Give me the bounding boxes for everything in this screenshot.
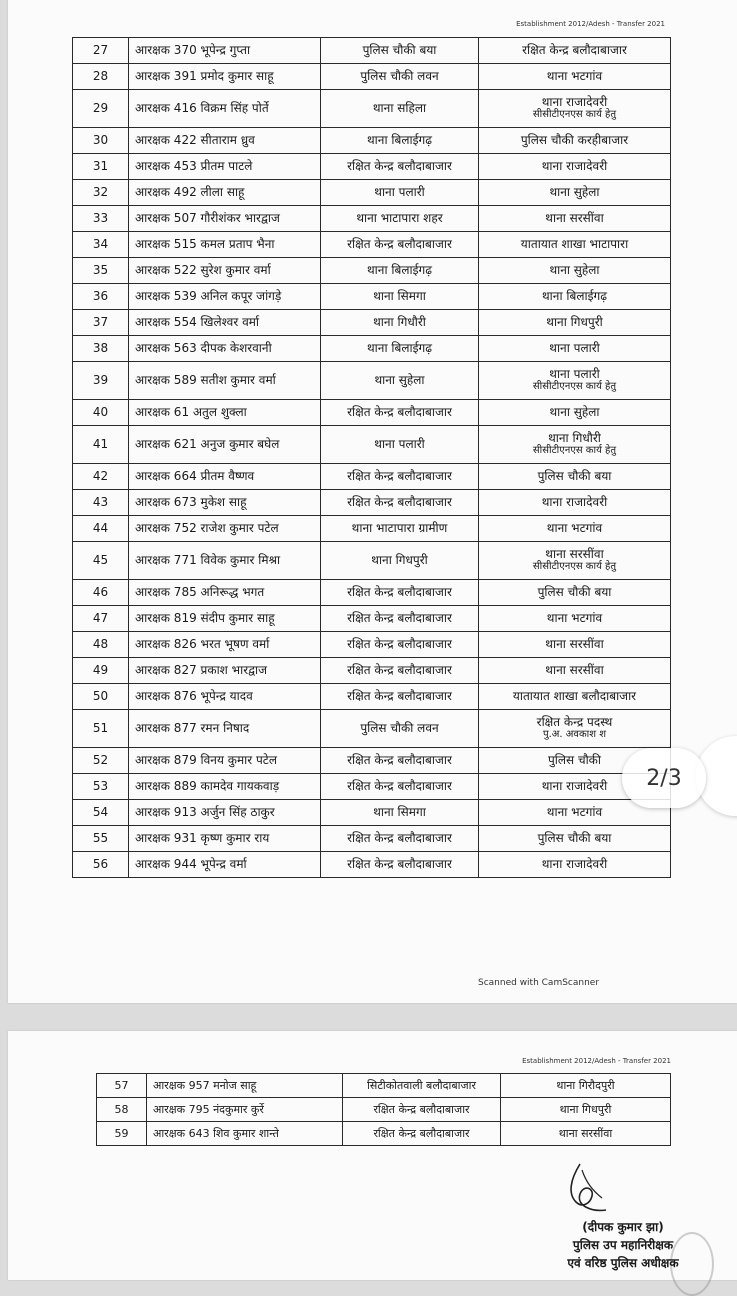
name-cell: आरक्षक 589 सतीश कुमार वर्मा xyxy=(129,362,321,400)
serial-number-cell: 27 xyxy=(73,38,129,64)
serial-number-cell: 32 xyxy=(73,180,129,206)
to-posting-text: थाना सुहेला xyxy=(549,263,600,277)
from-posting-cell: रक्षित केन्द्र बलौदाबाजार xyxy=(343,1122,501,1146)
to-posting-cell xyxy=(479,826,671,852)
to-posting-text: थाना राजादेवरी xyxy=(541,95,608,109)
signature-icon xyxy=(562,1160,612,1224)
name-cell: आरक्षक 673 मुकेश साहू xyxy=(129,490,321,516)
from-posting-cell: रक्षित केन्द्र बलौदाबाजार xyxy=(343,1098,501,1122)
from-posting-cell: थाना बिलाईगढ़ xyxy=(321,128,479,154)
serial-number-cell: 48 xyxy=(73,632,129,658)
from-posting-cell: पुलिस चौकी लवन xyxy=(321,710,479,748)
name-cell: आरक्षक 453 प्रीतम पाटले xyxy=(129,154,321,180)
serial-number-cell: 55 xyxy=(73,826,129,852)
to-posting-cell xyxy=(479,464,671,490)
to-posting-cell xyxy=(479,684,671,710)
to-posting-cell xyxy=(501,1074,671,1098)
from-posting-cell: पुलिस चौकी बया xyxy=(321,38,479,64)
to-posting-text: थाना गिधौरी xyxy=(548,431,601,445)
signatory-block xyxy=(528,1218,718,1272)
to-posting-cell xyxy=(479,38,671,64)
to-posting-cell xyxy=(479,426,671,464)
to-posting-text: थाना पलारी xyxy=(549,367,600,381)
table-row xyxy=(73,38,671,64)
to-posting-text: पुलिस चौकी बया xyxy=(537,831,612,845)
table-row xyxy=(73,426,671,464)
serial-number-cell: 51 xyxy=(73,710,129,748)
from-posting-cell: रक्षित केन्द्र बलौदाबाजार xyxy=(321,464,479,490)
to-posting-text: थाना राजादेवरी xyxy=(541,857,608,871)
to-posting-cell xyxy=(479,180,671,206)
serial-number-cell: 57 xyxy=(97,1074,147,1098)
table-row xyxy=(97,1122,671,1146)
name-cell: आरक्षक 913 अर्जुन सिंह ठाकुर xyxy=(129,800,321,826)
to-posting-cell xyxy=(479,658,671,684)
table-row xyxy=(73,542,671,580)
to-posting-note: सीसीटीएनएस कार्य हेतु xyxy=(532,445,617,456)
serial-number-cell: 46 xyxy=(73,580,129,606)
name-cell: आरक्षक 944 भूपेन्द्र वर्मा xyxy=(129,852,321,878)
transfer-table-page-1 xyxy=(72,37,671,878)
name-cell: आरक्षक 391 प्रमोद कुमार साहू xyxy=(129,64,321,90)
to-posting-text: थाना सरसींवा xyxy=(545,663,604,677)
from-posting-cell: थाना बिलाईगढ़ xyxy=(321,336,479,362)
to-posting-text: थाना सरसींवा xyxy=(545,547,604,561)
to-posting-cell xyxy=(479,362,671,400)
scanned-footer: Scanned with CamScanner xyxy=(478,978,600,988)
to-posting-text: थाना गिधपुरी xyxy=(546,315,603,329)
to-posting-text: पुलिस चौकी बया xyxy=(537,585,612,599)
from-posting-cell: थाना सिमगा xyxy=(321,800,479,826)
from-posting-cell: रक्षित केन्द्र बलौदाबाजार xyxy=(321,400,479,426)
table-row xyxy=(73,128,671,154)
from-posting-cell: रक्षित केन्द्र बलौदाबाजार xyxy=(321,154,479,180)
to-posting-text: थाना सरसींवा xyxy=(545,211,604,225)
to-posting-cell xyxy=(479,154,671,180)
to-posting-text: थाना पलारी xyxy=(549,341,600,355)
serial-number-cell: 50 xyxy=(73,684,129,710)
page-indicator: 2/3 xyxy=(622,748,706,808)
table-row xyxy=(73,658,671,684)
serial-number-cell: 41 xyxy=(73,426,129,464)
signatory-title-2: एवं वरिष्ठ पुलिस अधीक्षक xyxy=(567,1256,679,1270)
serial-number-cell: 52 xyxy=(73,748,129,774)
from-posting-cell: पुलिस चौकी लवन xyxy=(321,64,479,90)
to-posting-cell xyxy=(479,336,671,362)
from-posting-cell: थाना गिधपुरी xyxy=(321,542,479,580)
table-row xyxy=(73,154,671,180)
name-cell: आरक्षक 664 प्रीतम वैष्णव xyxy=(129,464,321,490)
from-posting-cell: थाना बिलाईगढ़ xyxy=(321,258,479,284)
to-posting-cell xyxy=(501,1122,671,1146)
to-posting-note: पु.अ. अवकाश श xyxy=(542,729,607,740)
name-cell: आरक्षक 771 विवेक कुमार मिश्रा xyxy=(129,542,321,580)
table-row xyxy=(73,362,671,400)
table-row xyxy=(97,1074,671,1098)
to-posting-cell xyxy=(479,128,671,154)
name-cell: आरक्षक 370 भूपेन्द्र गुप्ता xyxy=(129,38,321,64)
signatory-title-1: पुलिस उप महानिरीक्षक xyxy=(572,1238,674,1252)
name-cell: आरक्षक 522 सुरेश कुमार वर्मा xyxy=(129,258,321,284)
serial-number-cell: 31 xyxy=(73,154,129,180)
table-row xyxy=(73,516,671,542)
table-row xyxy=(73,206,671,232)
to-posting-text: थाना गिधपुरी xyxy=(559,1103,612,1116)
to-posting-cell xyxy=(501,1098,671,1122)
page-header: Establishment 2012/Adesh - Transfer 2021 xyxy=(516,20,665,28)
table-row xyxy=(73,284,671,310)
from-posting-cell: थाना भाटापारा ग्रामीण xyxy=(321,516,479,542)
from-posting-cell: रक्षित केन्द्र बलौदाबाजार xyxy=(321,580,479,606)
from-posting-cell: रक्षित केन्द्र बलौदाबाजार xyxy=(321,774,479,800)
to-posting-cell xyxy=(479,258,671,284)
to-posting-text: थाना सुहेला xyxy=(549,185,600,199)
name-cell: आरक्षक 795 नंदकुमार कुर्रे xyxy=(147,1098,343,1122)
to-posting-text: थाना राजादेवरी xyxy=(541,495,608,509)
to-posting-cell xyxy=(479,284,671,310)
serial-number-cell: 43 xyxy=(73,490,129,516)
from-posting-cell: रक्षित केन्द्र बलौदाबाजार xyxy=(321,852,479,878)
serial-number-cell: 49 xyxy=(73,658,129,684)
name-cell: आरक्षक 957 मनोज साहू xyxy=(147,1074,343,1098)
table-row xyxy=(73,336,671,362)
to-posting-text: रक्षित केन्द्र बलौदाबाजार xyxy=(522,43,627,57)
to-posting-cell xyxy=(479,90,671,128)
from-posting-cell: सिटीकोतवाली बलौदाबाजार xyxy=(343,1074,501,1098)
table-row xyxy=(73,258,671,284)
name-cell: आरक्षक 539 अनिल कपूर जांगड़े xyxy=(129,284,321,310)
to-posting-text: थाना राजादेवरी xyxy=(541,159,608,173)
to-posting-text: पुलिस चौकी करहीबाजार xyxy=(520,133,629,147)
serial-number-cell: 47 xyxy=(73,606,129,632)
from-posting-cell: रक्षित केन्द्र बलौदाबाजार xyxy=(321,606,479,632)
serial-number-cell: 54 xyxy=(73,800,129,826)
to-posting-cell xyxy=(479,606,671,632)
serial-number-cell: 28 xyxy=(73,64,129,90)
serial-number-cell: 59 xyxy=(97,1122,147,1146)
to-posting-cell xyxy=(479,310,671,336)
to-posting-text: थाना भटगांव xyxy=(546,611,603,625)
to-posting-cell xyxy=(479,64,671,90)
serial-number-cell: 37 xyxy=(73,310,129,336)
from-posting-cell: रक्षित केन्द्र बलौदाबाजार xyxy=(321,658,479,684)
to-posting-text: थाना गिरौदपुरी xyxy=(556,1079,615,1092)
name-cell: आरक्षक 422 सीताराम ध्रुव xyxy=(129,128,321,154)
serial-number-cell: 34 xyxy=(73,232,129,258)
to-posting-cell xyxy=(479,232,671,258)
serial-number-cell: 40 xyxy=(73,400,129,426)
table-row xyxy=(73,310,671,336)
table-row xyxy=(73,826,671,852)
name-cell: आरक्षक 889 कामदेव गायकवाड़ xyxy=(129,774,321,800)
serial-number-cell: 56 xyxy=(73,852,129,878)
serial-number-cell: 30 xyxy=(73,128,129,154)
to-posting-cell xyxy=(479,580,671,606)
serial-number-cell: 58 xyxy=(97,1098,147,1122)
to-posting-text: थाना भटगांव xyxy=(546,69,603,83)
signatory-name: (दीपक कुमार झा) xyxy=(582,1220,664,1234)
table-row xyxy=(73,464,671,490)
table-row xyxy=(73,852,671,878)
name-cell: आरक्षक 931 कृष्ण कुमार राय xyxy=(129,826,321,852)
serial-number-cell: 33 xyxy=(73,206,129,232)
to-posting-note: सीसीटीएनएस कार्य हेतु xyxy=(532,381,617,392)
to-posting-text: पुलिस चौकी xyxy=(547,753,602,767)
to-posting-note: सीसीटीएनएस कार्य हेतु xyxy=(532,109,617,120)
name-cell: आरक्षक 785 अनिरूद्ध भगत xyxy=(129,580,321,606)
table-row xyxy=(73,632,671,658)
name-cell: आरक्षक 643 शिव कुमार शान्ते xyxy=(147,1122,343,1146)
table-row xyxy=(73,710,671,748)
from-posting-cell: थाना सुहेला xyxy=(321,362,479,400)
table-row xyxy=(73,580,671,606)
name-cell: आरक्षक 507 गौरीशंकर भारद्वाज xyxy=(129,206,321,232)
transfer-table-page-2 xyxy=(96,1073,671,1146)
name-cell: आरक्षक 492 लीला साहू xyxy=(129,180,321,206)
to-posting-text: थाना भटगांव xyxy=(546,805,603,819)
to-posting-text: थाना सरसींवा xyxy=(545,637,604,651)
to-posting-text: पुलिस चौकी बया xyxy=(537,469,612,483)
serial-number-cell: 39 xyxy=(73,362,129,400)
table-row xyxy=(73,774,671,800)
serial-number-cell: 42 xyxy=(73,464,129,490)
table-row xyxy=(73,90,671,128)
name-cell: आरक्षक 61 अतुल शुक्ला xyxy=(129,400,321,426)
to-posting-text: थाना राजादेवरी xyxy=(541,779,608,793)
to-posting-cell xyxy=(479,710,671,748)
to-posting-cell xyxy=(479,516,671,542)
name-cell: आरक्षक 827 प्रकाश भारद्वाज xyxy=(129,658,321,684)
table-row xyxy=(73,180,671,206)
to-posting-text: थाना सुहेला xyxy=(549,405,600,419)
to-posting-cell xyxy=(479,400,671,426)
table-row xyxy=(97,1098,671,1122)
serial-number-cell: 53 xyxy=(73,774,129,800)
from-posting-cell: थाना गिधौरी xyxy=(321,310,479,336)
serial-number-cell: 45 xyxy=(73,542,129,580)
serial-number-cell: 44 xyxy=(73,516,129,542)
to-posting-cell xyxy=(479,542,671,580)
name-cell: आरक्षक 876 भूपेन्द्र यादव xyxy=(129,684,321,710)
to-posting-cell xyxy=(479,490,671,516)
from-posting-cell: थाना पलारी xyxy=(321,180,479,206)
table-row xyxy=(73,400,671,426)
from-posting-cell: रक्षित केन्द्र बलौदाबाजार xyxy=(321,232,479,258)
to-posting-text: थाना भटगांव xyxy=(546,521,603,535)
name-cell: आरक्षक 416 विक्रम सिंह पोर्ते xyxy=(129,90,321,128)
name-cell: आरक्षक 515 कमल प्रताप भैना xyxy=(129,232,321,258)
serial-number-cell: 29 xyxy=(73,90,129,128)
from-posting-cell: थाना भाटापारा शहर xyxy=(321,206,479,232)
table-row xyxy=(73,64,671,90)
serial-number-cell: 38 xyxy=(73,336,129,362)
from-posting-cell: थाना पलारी xyxy=(321,426,479,464)
from-posting-cell: थाना सिमगा xyxy=(321,284,479,310)
to-posting-note: सीसीटीएनएस कार्य हेतु xyxy=(532,561,617,572)
name-cell: आरक्षक 621 अनुज कुमार बघेल xyxy=(129,426,321,464)
to-posting-cell xyxy=(479,852,671,878)
name-cell: आरक्षक 563 दीपक केशरवानी xyxy=(129,336,321,362)
from-posting-cell: रक्षित केन्द्र बलौदाबाजार xyxy=(321,632,479,658)
table-row xyxy=(73,232,671,258)
serial-number-cell: 36 xyxy=(73,284,129,310)
to-posting-cell xyxy=(479,632,671,658)
table-row xyxy=(73,800,671,826)
name-cell: आरक्षक 879 विनय कुमार पटेल xyxy=(129,748,321,774)
table-row xyxy=(73,606,671,632)
table-row xyxy=(73,684,671,710)
from-posting-cell: रक्षित केन्द्र बलौदाबाजार xyxy=(321,826,479,852)
to-posting-text: थाना बिलाईगढ़ xyxy=(542,289,607,303)
name-cell: आरक्षक 826 भरत भूषण वर्मा xyxy=(129,632,321,658)
name-cell: आरक्षक 877 रमन निषाद xyxy=(129,710,321,748)
from-posting-cell: थाना सहिला xyxy=(321,90,479,128)
to-posting-cell xyxy=(479,206,671,232)
to-posting-text: यातायात शाखा बलौदाबाजार xyxy=(512,689,637,703)
page-header: Establishment 2012/Adesh - Transfer 2021 xyxy=(522,1057,671,1065)
table-row xyxy=(73,490,671,516)
to-posting-text: रक्षित केन्द्र पदस्थ xyxy=(536,715,613,729)
name-cell: आरक्षक 554 खिलेश्वर वर्मा xyxy=(129,310,321,336)
serial-number-cell: 35 xyxy=(73,258,129,284)
from-posting-cell: रक्षित केन्द्र बलौदाबाजार xyxy=(321,490,479,516)
name-cell: आरक्षक 819 संदीप कुमार साहू xyxy=(129,606,321,632)
to-posting-text: थाना सरसींवा xyxy=(558,1127,613,1140)
table-row xyxy=(73,748,671,774)
to-posting-text: यातायात शाखा भाटापारा xyxy=(520,237,629,251)
from-posting-cell: रक्षित केन्द्र बलौदाबाजार xyxy=(321,748,479,774)
name-cell: आरक्षक 752 राजेश कुमार पटेल xyxy=(129,516,321,542)
from-posting-cell: रक्षित केन्द्र बलौदाबाजार xyxy=(321,684,479,710)
